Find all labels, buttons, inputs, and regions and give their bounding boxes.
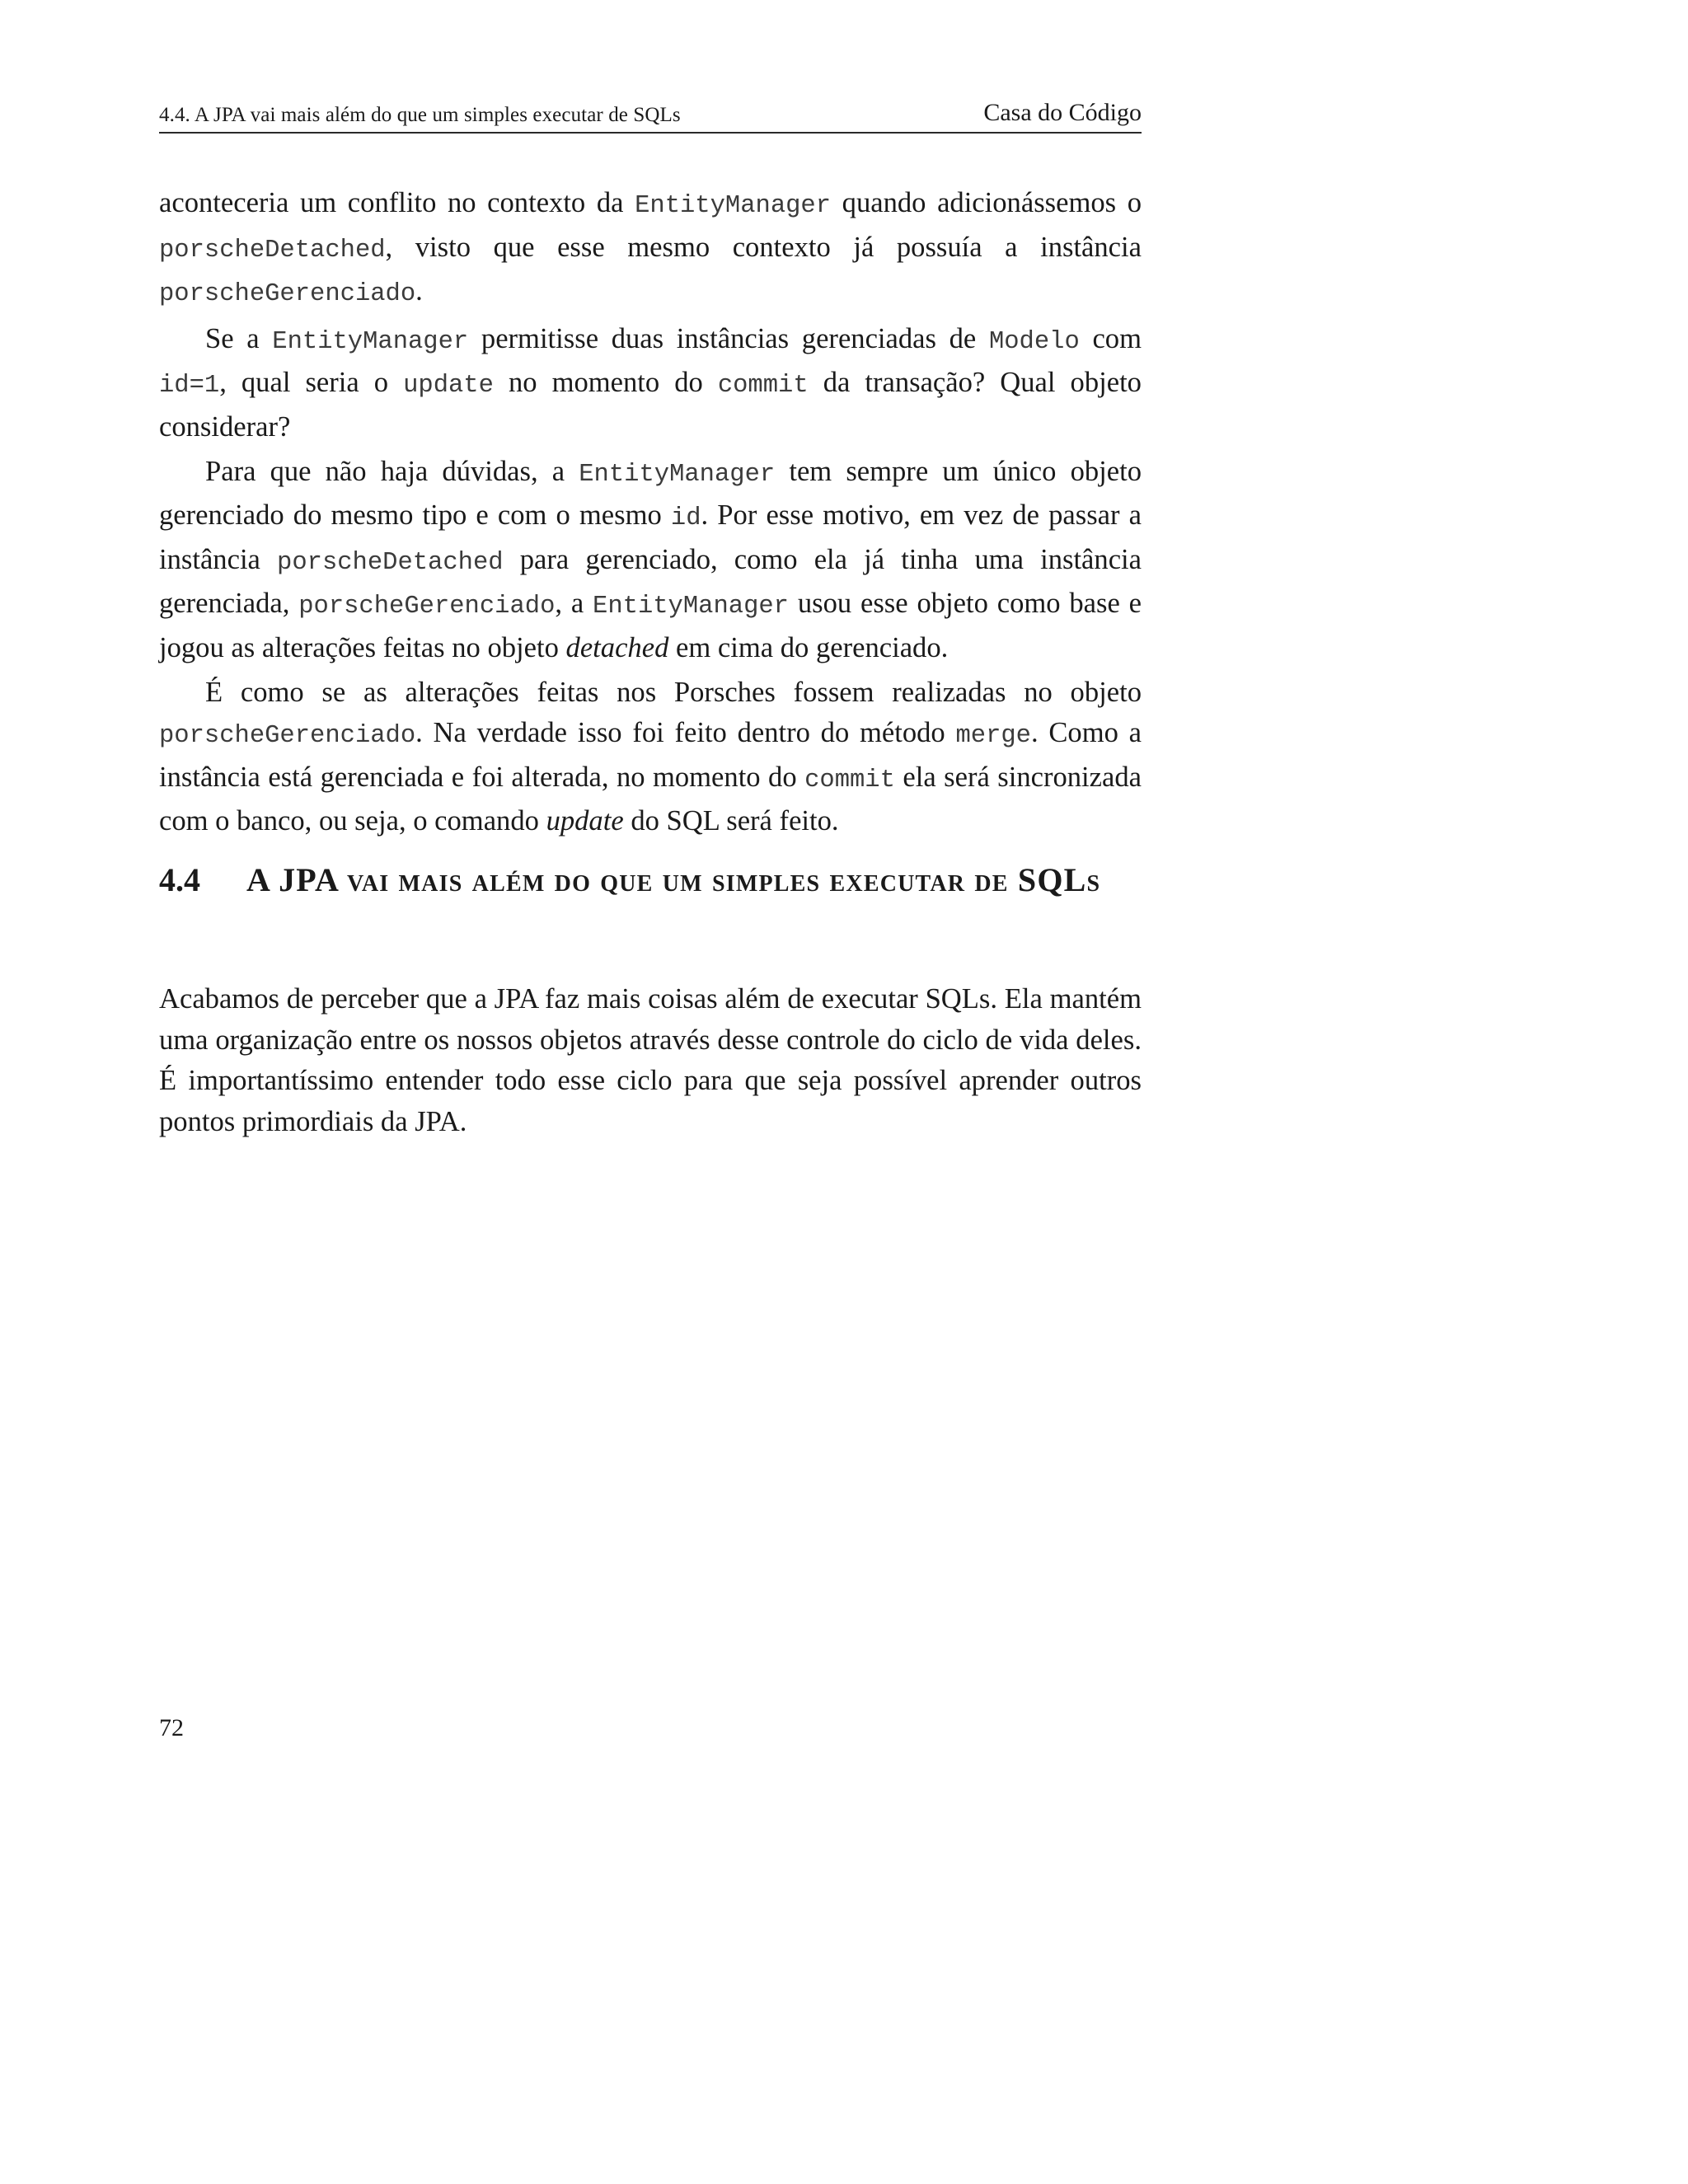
- text-run: . Como a instância está gerenciada e foi alterada, no momento do: [159, 717, 1142, 793]
- inline-code: commit: [804, 766, 895, 794]
- text-run: da transação? Qual objeto considerar?: [159, 367, 1142, 443]
- inline-code: commit: [717, 372, 809, 401]
- section-body: [159, 979, 1142, 1142]
- inline-code: EntityManager: [593, 593, 789, 621]
- text-run: em cima do gerenciado.: [668, 631, 949, 663]
- running-header: [159, 97, 1142, 134]
- text-run: usou esse objeto como base e jogou as alterações feitas no objeto: [159, 588, 1142, 663]
- inline-code: porscheGerenciado: [298, 593, 556, 621]
- body-text: [159, 183, 1142, 842]
- inline-code: EntityManager: [579, 460, 776, 489]
- inline-code: id=1: [159, 372, 220, 401]
- inline-code: id: [670, 504, 701, 533]
- section-heading: [159, 854, 1142, 907]
- inline-code: EntityManager: [272, 327, 469, 356]
- text-run: .: [415, 275, 423, 307]
- inline-code: porscheDetached: [159, 236, 386, 265]
- text-run: com: [1079, 322, 1142, 354]
- inline-code: update: [403, 372, 494, 401]
- text-run: aconteceria um conflito no contexto da: [159, 187, 635, 218]
- inline-code: porscheGerenciado: [159, 280, 416, 309]
- text-run: do SQL será feito.: [623, 805, 839, 837]
- paragraph-2: [159, 319, 1142, 448]
- text-run: para gerenciado, como ela já tinha uma instância gerenciada,: [159, 543, 1142, 620]
- text-run: , visto que esse mesmo contexto já possuía a instância: [385, 231, 1142, 263]
- inline-code: EntityManager: [635, 192, 832, 220]
- text-run: , a: [555, 588, 593, 620]
- text-run: , qual seria o: [219, 367, 404, 399]
- inline-code: porscheDetached: [277, 548, 504, 577]
- inline-code: porscheGerenciado: [159, 722, 416, 751]
- section-title: A JPA vai mais além do que um simples executar de SQLs: [246, 861, 1101, 898]
- paragraph-4: [159, 673, 1142, 842]
- paragraph-3: [159, 452, 1142, 669]
- paragraph-1: [159, 183, 1142, 316]
- section-number: 4.4: [159, 861, 200, 898]
- text-run: . Por esse motivo, em vez de passar a instância: [159, 499, 1142, 575]
- emphasis: detached: [565, 631, 669, 663]
- text-run: ela será sincronizada com o banco, ou seja, o comando: [159, 761, 1142, 837]
- emphasis: update: [546, 805, 624, 837]
- text-run: permitisse duas instâncias gerenciadas de: [468, 322, 989, 354]
- text-run: É como se as alterações feitas nos Porsches fossem realizadas no objeto: [205, 676, 1142, 708]
- text-run: Para que não haja dúvidas, a: [205, 455, 579, 487]
- text-run: tem sempre um único objeto gerenciado do mesmo tipo e com o mesmo: [159, 455, 1142, 532]
- text-run: no momento do: [493, 367, 718, 399]
- header-chapter-title: 4.4. A JPA vai mais além do que um simples executar de SQLs: [159, 104, 681, 126]
- page-number: 72: [159, 1714, 184, 1741]
- section-paragraph: Acabamos de perceber que a JPA faz mais coisas além de executar SQLs. Ela mantém uma organização entre os nossos objetos através desse controle do ciclo de vida deles. É importantíssimo entender todo esse ciclo para que seja possível aprender outros pontos primordiais da JPA.: [159, 983, 1142, 1137]
- text-run: . Na verdade isso foi feito dentro do método: [415, 717, 956, 749]
- inline-code: Modelo: [988, 327, 1080, 356]
- text-run: Se a: [205, 322, 273, 354]
- text-run: quando adicionássemos o: [831, 187, 1142, 218]
- header-publisher: Casa do Código: [983, 99, 1142, 126]
- inline-code: merge: [955, 722, 1031, 751]
